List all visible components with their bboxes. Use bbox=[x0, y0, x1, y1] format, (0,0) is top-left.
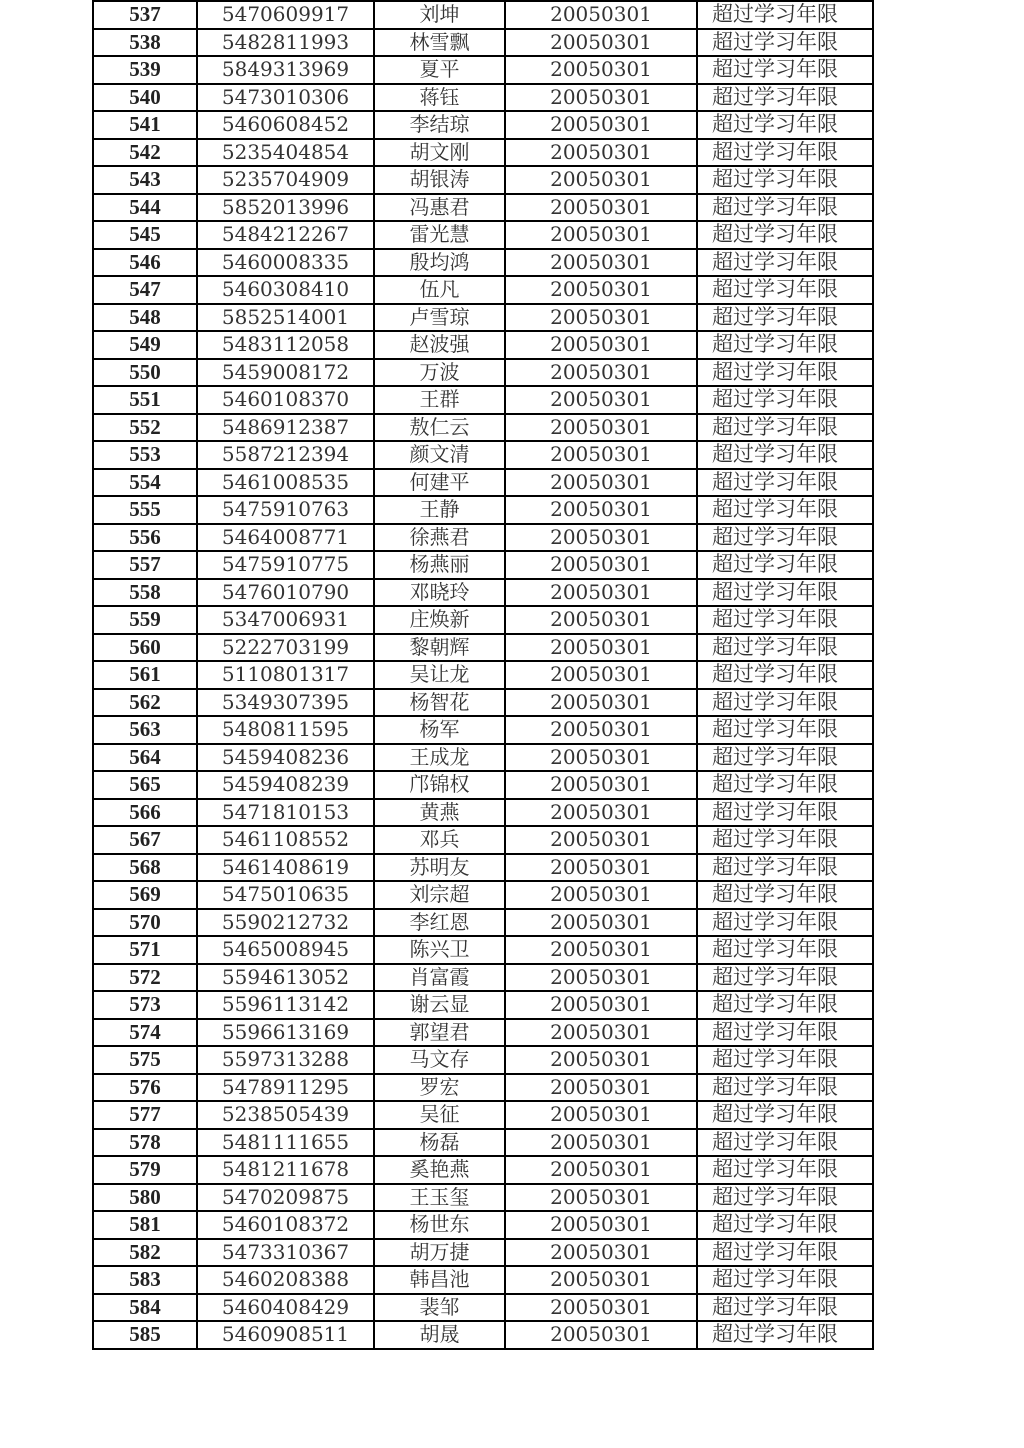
student-name-cell: 刘坤 bbox=[374, 1, 505, 29]
reason-cell: 超过学习年限 bbox=[697, 276, 873, 304]
row-number-cell: 546 bbox=[93, 249, 197, 277]
row-number-cell: 544 bbox=[93, 194, 197, 222]
date-cell: 20050301 bbox=[505, 964, 697, 992]
row-number-cell: 553 bbox=[93, 441, 197, 469]
reason-cell: 超过学习年限 bbox=[697, 1321, 873, 1349]
date-cell: 20050301 bbox=[505, 496, 697, 524]
date-cell: 20050301 bbox=[505, 469, 697, 497]
table-row bbox=[93, 441, 873, 469]
student-id-cell: 5465008945 bbox=[197, 936, 374, 964]
date-cell: 20050301 bbox=[505, 111, 697, 139]
student-name-cell: 徐燕君 bbox=[374, 524, 505, 552]
reason-cell: 超过学习年限 bbox=[697, 469, 873, 497]
table-row bbox=[93, 1266, 873, 1294]
reason-cell: 超过学习年限 bbox=[697, 249, 873, 277]
row-number-cell: 580 bbox=[93, 1184, 197, 1212]
date-cell: 20050301 bbox=[505, 249, 697, 277]
row-number-cell: 538 bbox=[93, 29, 197, 57]
date-cell: 20050301 bbox=[505, 1129, 697, 1157]
date-cell: 20050301 bbox=[505, 441, 697, 469]
reason-cell: 超过学习年限 bbox=[697, 799, 873, 827]
reason-cell: 超过学习年限 bbox=[697, 1101, 873, 1129]
table-row bbox=[93, 551, 873, 579]
row-number-cell: 567 bbox=[93, 826, 197, 854]
student-id-cell: 5478911295 bbox=[197, 1074, 374, 1102]
student-name-cell: 王玉玺 bbox=[374, 1184, 505, 1212]
student-id-cell: 5596113142 bbox=[197, 991, 374, 1019]
reason-cell: 超过学习年限 bbox=[697, 56, 873, 84]
reason-cell: 超过学习年限 bbox=[697, 1239, 873, 1267]
date-cell: 20050301 bbox=[505, 799, 697, 827]
student-name-cell: 陈兴卫 bbox=[374, 936, 505, 964]
student-name-cell: 邓兵 bbox=[374, 826, 505, 854]
student-id-cell: 5484212267 bbox=[197, 221, 374, 249]
row-number-cell: 547 bbox=[93, 276, 197, 304]
table-row bbox=[93, 661, 873, 689]
row-number-cell: 550 bbox=[93, 359, 197, 387]
row-number-cell: 584 bbox=[93, 1294, 197, 1322]
reason-cell: 超过学习年限 bbox=[697, 744, 873, 772]
student-name-cell: 何建平 bbox=[374, 469, 505, 497]
table-row bbox=[93, 689, 873, 717]
date-cell: 20050301 bbox=[505, 524, 697, 552]
date-cell: 20050301 bbox=[505, 194, 697, 222]
reason-cell: 超过学习年限 bbox=[697, 194, 873, 222]
student-id-cell: 5460208388 bbox=[197, 1266, 374, 1294]
date-cell: 20050301 bbox=[505, 826, 697, 854]
reason-cell: 超过学习年限 bbox=[697, 606, 873, 634]
student-id-cell: 5459008172 bbox=[197, 359, 374, 387]
student-id-cell: 5460108372 bbox=[197, 1211, 374, 1239]
student-id-cell: 5470209875 bbox=[197, 1184, 374, 1212]
student-id-cell: 5235704909 bbox=[197, 166, 374, 194]
row-number-cell: 575 bbox=[93, 1046, 197, 1074]
table-row bbox=[93, 1321, 873, 1349]
table-row bbox=[93, 29, 873, 57]
student-name-cell: 杨军 bbox=[374, 716, 505, 744]
reason-cell: 超过学习年限 bbox=[697, 441, 873, 469]
table-row bbox=[93, 524, 873, 552]
row-number-cell: 541 bbox=[93, 111, 197, 139]
date-cell: 20050301 bbox=[505, 579, 697, 607]
student-name-cell: 庄焕新 bbox=[374, 606, 505, 634]
reason-cell: 超过学习年限 bbox=[697, 496, 873, 524]
row-number-cell: 558 bbox=[93, 579, 197, 607]
reason-cell: 超过学习年限 bbox=[697, 331, 873, 359]
student-id-cell: 5590212732 bbox=[197, 909, 374, 937]
date-cell: 20050301 bbox=[505, 1101, 697, 1129]
table-row bbox=[93, 139, 873, 167]
student-name-cell: 夏平 bbox=[374, 56, 505, 84]
reason-cell: 超过学习年限 bbox=[697, 359, 873, 387]
student-id-cell: 5481111655 bbox=[197, 1129, 374, 1157]
student-id-cell: 5480811595 bbox=[197, 716, 374, 744]
date-cell: 20050301 bbox=[505, 359, 697, 387]
row-number-cell: 563 bbox=[93, 716, 197, 744]
row-number-cell: 585 bbox=[93, 1321, 197, 1349]
date-cell: 20050301 bbox=[505, 166, 697, 194]
date-cell: 20050301 bbox=[505, 909, 697, 937]
date-cell: 20050301 bbox=[505, 1321, 697, 1349]
table-row bbox=[93, 276, 873, 304]
reason-cell: 超过学习年限 bbox=[697, 579, 873, 607]
student-id-cell: 5460608452 bbox=[197, 111, 374, 139]
row-number-cell: 545 bbox=[93, 221, 197, 249]
student-name-cell: 颜文清 bbox=[374, 441, 505, 469]
table-row bbox=[93, 496, 873, 524]
reason-cell: 超过学习年限 bbox=[697, 166, 873, 194]
table-row bbox=[93, 1101, 873, 1129]
student-id-cell: 5470609917 bbox=[197, 1, 374, 29]
student-name-cell: 伍凡 bbox=[374, 276, 505, 304]
date-cell: 20050301 bbox=[505, 56, 697, 84]
student-name-cell: 卢雪琼 bbox=[374, 304, 505, 332]
table-row bbox=[93, 579, 873, 607]
table-row bbox=[93, 469, 873, 497]
table-row bbox=[93, 194, 873, 222]
student-name-cell: 刘宗超 bbox=[374, 881, 505, 909]
student-name-cell: 胡万捷 bbox=[374, 1239, 505, 1267]
row-number-cell: 578 bbox=[93, 1129, 197, 1157]
student-id-cell: 5459408236 bbox=[197, 744, 374, 772]
reason-cell: 超过学习年限 bbox=[697, 689, 873, 717]
student-id-cell: 5476010790 bbox=[197, 579, 374, 607]
row-number-cell: 548 bbox=[93, 304, 197, 332]
reason-cell: 超过学习年限 bbox=[697, 1156, 873, 1184]
row-number-cell: 560 bbox=[93, 634, 197, 662]
student-name-cell: 王群 bbox=[374, 386, 505, 414]
date-cell: 20050301 bbox=[505, 936, 697, 964]
student-id-cell: 5461408619 bbox=[197, 854, 374, 882]
reason-cell: 超过学习年限 bbox=[697, 1266, 873, 1294]
table-row bbox=[93, 221, 873, 249]
student-id-cell: 5594613052 bbox=[197, 964, 374, 992]
table-row bbox=[93, 166, 873, 194]
row-number-cell: 582 bbox=[93, 1239, 197, 1267]
student-id-cell: 5222703199 bbox=[197, 634, 374, 662]
date-cell: 20050301 bbox=[505, 771, 697, 799]
row-number-cell: 562 bbox=[93, 689, 197, 717]
date-cell: 20050301 bbox=[505, 881, 697, 909]
student-name-cell: 杨磊 bbox=[374, 1129, 505, 1157]
reason-cell: 超过学习年限 bbox=[697, 221, 873, 249]
table-row bbox=[93, 359, 873, 387]
reason-cell: 超过学习年限 bbox=[697, 304, 873, 332]
reason-cell: 超过学习年限 bbox=[697, 1184, 873, 1212]
student-id-cell: 5475910763 bbox=[197, 496, 374, 524]
table-row bbox=[93, 854, 873, 882]
row-number-cell: 576 bbox=[93, 1074, 197, 1102]
row-number-cell: 542 bbox=[93, 139, 197, 167]
student-id-cell: 5471810153 bbox=[197, 799, 374, 827]
student-records-table bbox=[92, 0, 874, 1350]
row-number-cell: 537 bbox=[93, 1, 197, 29]
student-name-cell: 苏明友 bbox=[374, 854, 505, 882]
table-row bbox=[93, 414, 873, 442]
table-row bbox=[93, 84, 873, 112]
student-records-body bbox=[93, 1, 873, 1349]
row-number-cell: 568 bbox=[93, 854, 197, 882]
date-cell: 20050301 bbox=[505, 276, 697, 304]
date-cell: 20050301 bbox=[505, 1266, 697, 1294]
row-number-cell: 543 bbox=[93, 166, 197, 194]
student-name-cell: 杨世东 bbox=[374, 1211, 505, 1239]
student-id-cell: 5235404854 bbox=[197, 139, 374, 167]
table-row bbox=[93, 56, 873, 84]
date-cell: 20050301 bbox=[505, 689, 697, 717]
student-name-cell: 王成龙 bbox=[374, 744, 505, 772]
table-row bbox=[93, 771, 873, 799]
reason-cell: 超过学习年限 bbox=[697, 1074, 873, 1102]
date-cell: 20050301 bbox=[505, 744, 697, 772]
table-row bbox=[93, 744, 873, 772]
table-row bbox=[93, 881, 873, 909]
reason-cell: 超过学习年限 bbox=[697, 716, 873, 744]
date-cell: 20050301 bbox=[505, 414, 697, 442]
date-cell: 20050301 bbox=[505, 1074, 697, 1102]
table-row bbox=[93, 991, 873, 1019]
date-cell: 20050301 bbox=[505, 716, 697, 744]
date-cell: 20050301 bbox=[505, 606, 697, 634]
student-name-cell: 敖仁云 bbox=[374, 414, 505, 442]
reason-cell: 超过学习年限 bbox=[697, 84, 873, 112]
student-name-cell: 韩昌池 bbox=[374, 1266, 505, 1294]
reason-cell: 超过学习年限 bbox=[697, 634, 873, 662]
student-id-cell: 5349307395 bbox=[197, 689, 374, 717]
student-id-cell: 5473010306 bbox=[197, 84, 374, 112]
row-number-cell: 561 bbox=[93, 661, 197, 689]
student-name-cell: 裴邹 bbox=[374, 1294, 505, 1322]
student-id-cell: 5238505439 bbox=[197, 1101, 374, 1129]
reason-cell: 超过学习年限 bbox=[697, 551, 873, 579]
date-cell: 20050301 bbox=[505, 29, 697, 57]
reason-cell: 超过学习年限 bbox=[697, 936, 873, 964]
date-cell: 20050301 bbox=[505, 1, 697, 29]
student-id-cell: 5460308410 bbox=[197, 276, 374, 304]
date-cell: 20050301 bbox=[505, 139, 697, 167]
student-id-cell: 5473310367 bbox=[197, 1239, 374, 1267]
table-row bbox=[93, 936, 873, 964]
row-number-cell: 554 bbox=[93, 469, 197, 497]
row-number-cell: 573 bbox=[93, 991, 197, 1019]
student-id-cell: 5852514001 bbox=[197, 304, 374, 332]
row-number-cell: 555 bbox=[93, 496, 197, 524]
student-name-cell: 邓晓玲 bbox=[374, 579, 505, 607]
student-id-cell: 5475010635 bbox=[197, 881, 374, 909]
reason-cell: 超过学习年限 bbox=[697, 964, 873, 992]
reason-cell: 超过学习年限 bbox=[697, 1, 873, 29]
table-row bbox=[93, 1074, 873, 1102]
table-row bbox=[93, 606, 873, 634]
student-name-cell: 蒋钰 bbox=[374, 84, 505, 112]
student-name-cell: 冯惠君 bbox=[374, 194, 505, 222]
row-number-cell: 552 bbox=[93, 414, 197, 442]
student-id-cell: 5460408429 bbox=[197, 1294, 374, 1322]
table-row bbox=[93, 249, 873, 277]
row-number-cell: 574 bbox=[93, 1019, 197, 1047]
date-cell: 20050301 bbox=[505, 304, 697, 332]
reason-cell: 超过学习年限 bbox=[697, 414, 873, 442]
reason-cell: 超过学习年限 bbox=[697, 661, 873, 689]
reason-cell: 超过学习年限 bbox=[697, 139, 873, 167]
student-id-cell: 5481211678 bbox=[197, 1156, 374, 1184]
reason-cell: 超过学习年限 bbox=[697, 1019, 873, 1047]
row-number-cell: 572 bbox=[93, 964, 197, 992]
row-number-cell: 559 bbox=[93, 606, 197, 634]
student-id-cell: 5482811993 bbox=[197, 29, 374, 57]
student-id-cell: 5597313288 bbox=[197, 1046, 374, 1074]
student-name-cell: 林雪飘 bbox=[374, 29, 505, 57]
student-name-cell: 吴征 bbox=[374, 1101, 505, 1129]
row-number-cell: 539 bbox=[93, 56, 197, 84]
reason-cell: 超过学习年限 bbox=[697, 881, 873, 909]
date-cell: 20050301 bbox=[505, 991, 697, 1019]
student-id-cell: 5486912387 bbox=[197, 414, 374, 442]
student-id-cell: 5464008771 bbox=[197, 524, 374, 552]
student-name-cell: 赵波强 bbox=[374, 331, 505, 359]
reason-cell: 超过学习年限 bbox=[697, 991, 873, 1019]
table-row bbox=[93, 1129, 873, 1157]
table-row bbox=[93, 1, 873, 29]
reason-cell: 超过学习年限 bbox=[697, 1046, 873, 1074]
student-name-cell: 奚艳燕 bbox=[374, 1156, 505, 1184]
date-cell: 20050301 bbox=[505, 854, 697, 882]
student-name-cell: 殷均鸿 bbox=[374, 249, 505, 277]
table-row bbox=[93, 1184, 873, 1212]
student-name-cell: 杨燕丽 bbox=[374, 551, 505, 579]
table-row bbox=[93, 1046, 873, 1074]
table-row bbox=[93, 826, 873, 854]
student-name-cell: 黄燕 bbox=[374, 799, 505, 827]
reason-cell: 超过学习年限 bbox=[697, 29, 873, 57]
row-number-cell: 583 bbox=[93, 1266, 197, 1294]
table-row bbox=[93, 909, 873, 937]
student-id-cell: 5483112058 bbox=[197, 331, 374, 359]
date-cell: 20050301 bbox=[505, 1046, 697, 1074]
row-number-cell: 564 bbox=[93, 744, 197, 772]
date-cell: 20050301 bbox=[505, 1184, 697, 1212]
table-row bbox=[93, 964, 873, 992]
reason-cell: 超过学习年限 bbox=[697, 1211, 873, 1239]
student-name-cell: 雷光慧 bbox=[374, 221, 505, 249]
reason-cell: 超过学习年限 bbox=[697, 1294, 873, 1322]
date-cell: 20050301 bbox=[505, 1211, 697, 1239]
reason-cell: 超过学习年限 bbox=[697, 909, 873, 937]
table-row bbox=[93, 386, 873, 414]
student-name-cell: 谢云显 bbox=[374, 991, 505, 1019]
table-row bbox=[93, 1019, 873, 1047]
date-cell: 20050301 bbox=[505, 386, 697, 414]
student-name-cell: 马文存 bbox=[374, 1046, 505, 1074]
date-cell: 20050301 bbox=[505, 1156, 697, 1184]
student-name-cell: 肖富霞 bbox=[374, 964, 505, 992]
table-row bbox=[93, 1156, 873, 1184]
date-cell: 20050301 bbox=[505, 84, 697, 112]
date-cell: 20050301 bbox=[505, 1239, 697, 1267]
date-cell: 20050301 bbox=[505, 331, 697, 359]
table-row bbox=[93, 1294, 873, 1322]
date-cell: 20050301 bbox=[505, 634, 697, 662]
reason-cell: 超过学习年限 bbox=[697, 386, 873, 414]
table-row bbox=[93, 304, 873, 332]
table-row bbox=[93, 1239, 873, 1267]
reason-cell: 超过学习年限 bbox=[697, 1129, 873, 1157]
row-number-cell: 565 bbox=[93, 771, 197, 799]
student-name-cell: 胡银涛 bbox=[374, 166, 505, 194]
student-name-cell: 黎朝辉 bbox=[374, 634, 505, 662]
student-id-cell: 5461108552 bbox=[197, 826, 374, 854]
student-id-cell: 5596613169 bbox=[197, 1019, 374, 1047]
table-row bbox=[93, 331, 873, 359]
student-id-cell: 5587212394 bbox=[197, 441, 374, 469]
student-id-cell: 5461008535 bbox=[197, 469, 374, 497]
student-id-cell: 5852013996 bbox=[197, 194, 374, 222]
row-number-cell: 540 bbox=[93, 84, 197, 112]
row-number-cell: 549 bbox=[93, 331, 197, 359]
student-id-cell: 5460908511 bbox=[197, 1321, 374, 1349]
row-number-cell: 557 bbox=[93, 551, 197, 579]
row-number-cell: 569 bbox=[93, 881, 197, 909]
student-id-cell: 5849313969 bbox=[197, 56, 374, 84]
table-row bbox=[93, 799, 873, 827]
reason-cell: 超过学习年限 bbox=[697, 771, 873, 799]
student-name-cell: 邝锦权 bbox=[374, 771, 505, 799]
row-number-cell: 571 bbox=[93, 936, 197, 964]
student-name-cell: 王静 bbox=[374, 496, 505, 524]
date-cell: 20050301 bbox=[505, 1294, 697, 1322]
reason-cell: 超过学习年限 bbox=[697, 854, 873, 882]
student-id-cell: 5475910775 bbox=[197, 551, 374, 579]
row-number-cell: 570 bbox=[93, 909, 197, 937]
student-id-cell: 5460008335 bbox=[197, 249, 374, 277]
student-id-cell: 5460108370 bbox=[197, 386, 374, 414]
student-name-cell: 杨智花 bbox=[374, 689, 505, 717]
student-name-cell: 胡晟 bbox=[374, 1321, 505, 1349]
date-cell: 20050301 bbox=[505, 661, 697, 689]
row-number-cell: 566 bbox=[93, 799, 197, 827]
date-cell: 20050301 bbox=[505, 551, 697, 579]
student-name-cell: 万波 bbox=[374, 359, 505, 387]
student-name-cell: 罗宏 bbox=[374, 1074, 505, 1102]
reason-cell: 超过学习年限 bbox=[697, 111, 873, 139]
student-name-cell: 吴让龙 bbox=[374, 661, 505, 689]
reason-cell: 超过学习年限 bbox=[697, 524, 873, 552]
reason-cell: 超过学习年限 bbox=[697, 826, 873, 854]
student-id-cell: 5459408239 bbox=[197, 771, 374, 799]
table-row bbox=[93, 111, 873, 139]
row-number-cell: 577 bbox=[93, 1101, 197, 1129]
date-cell: 20050301 bbox=[505, 221, 697, 249]
student-name-cell: 李红恩 bbox=[374, 909, 505, 937]
student-name-cell: 李结琼 bbox=[374, 111, 505, 139]
date-cell: 20050301 bbox=[505, 1019, 697, 1047]
student-name-cell: 郭望君 bbox=[374, 1019, 505, 1047]
row-number-cell: 551 bbox=[93, 386, 197, 414]
student-id-cell: 5110801317 bbox=[197, 661, 374, 689]
table-row bbox=[93, 716, 873, 744]
row-number-cell: 579 bbox=[93, 1156, 197, 1184]
row-number-cell: 556 bbox=[93, 524, 197, 552]
table-row bbox=[93, 634, 873, 662]
row-number-cell: 581 bbox=[93, 1211, 197, 1239]
student-name-cell: 胡文刚 bbox=[374, 139, 505, 167]
table-row bbox=[93, 1211, 873, 1239]
student-id-cell: 5347006931 bbox=[197, 606, 374, 634]
